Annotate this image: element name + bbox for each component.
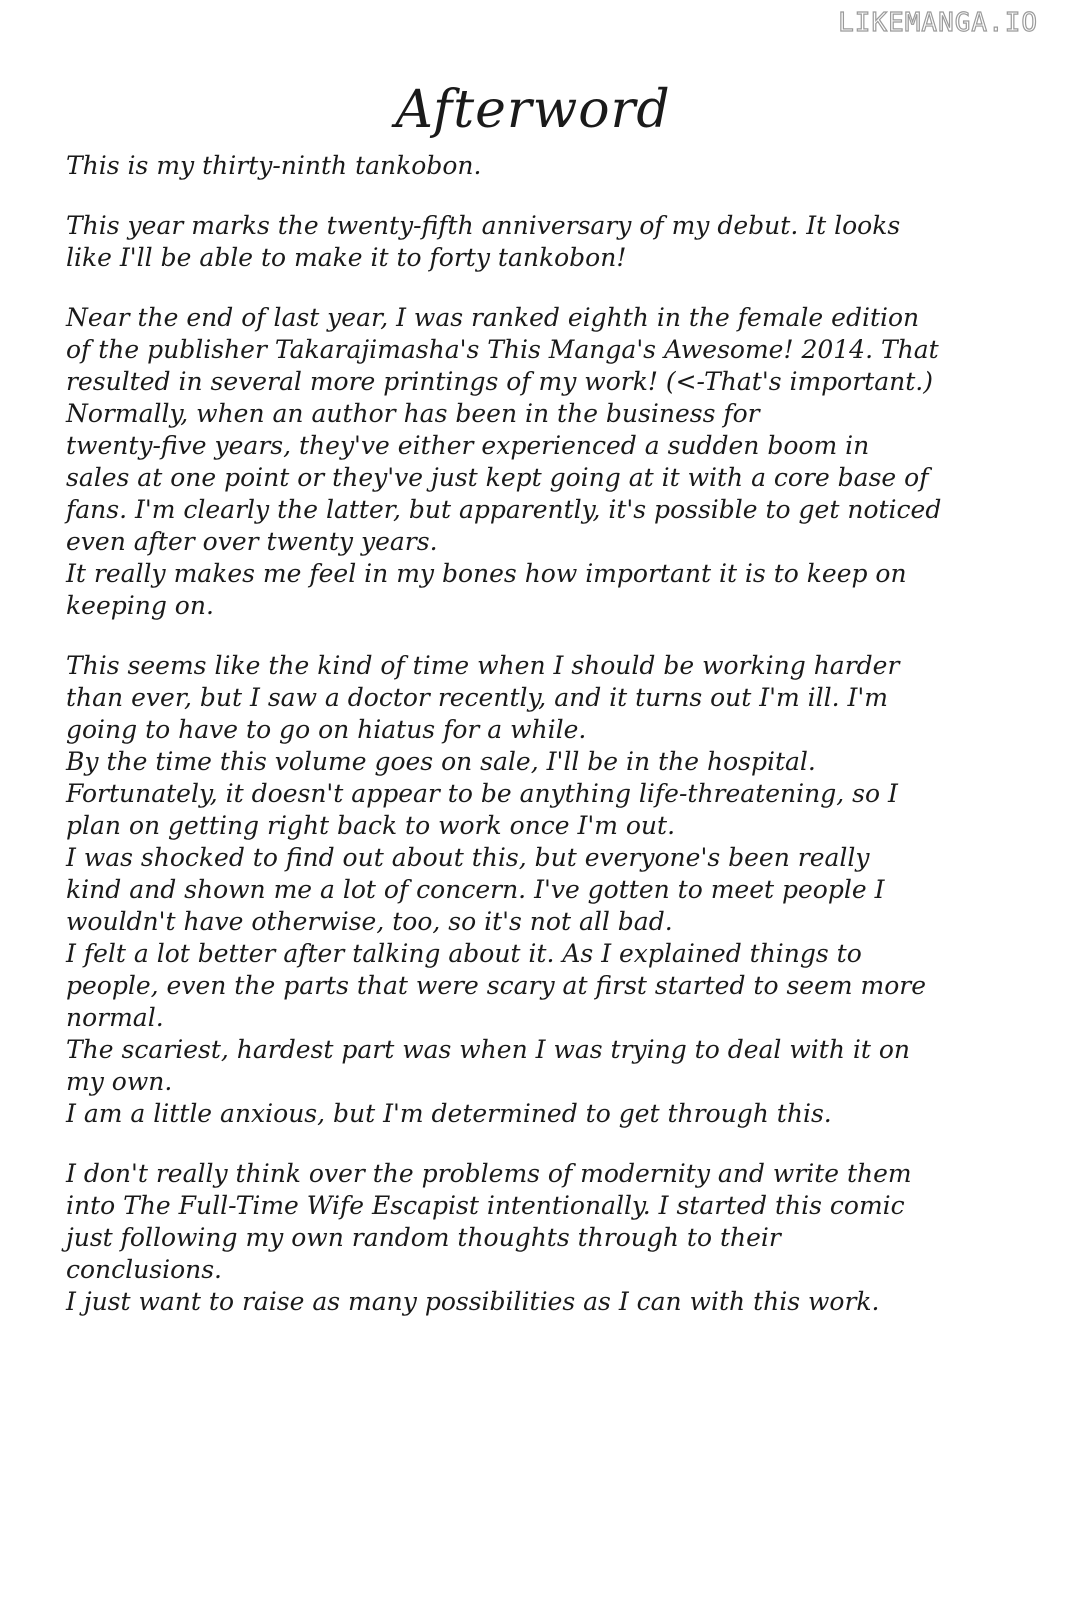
text-line: I was shocked to find out about this, but everyone's been really bbox=[66, 843, 870, 872]
paragraph-gap bbox=[66, 274, 986, 302]
paragraph-gap bbox=[66, 182, 986, 210]
watermark: LIKEMANGA.IO bbox=[838, 8, 1038, 38]
text-line: plan on getting right back to work once I'm out. bbox=[66, 811, 676, 840]
text-line: resulted in several more printings of my work! (<-That's important.) bbox=[66, 367, 933, 396]
text-line: people, even the parts that were scary at first started to seem more bbox=[66, 971, 927, 1000]
text-line: I am a little anxious, but I'm determined to get through this. bbox=[66, 1099, 832, 1128]
text-line: even after over twenty years. bbox=[66, 527, 438, 556]
text-line: I don't really think over the problems of modernity and write them bbox=[66, 1159, 912, 1188]
text-line: Normally, when an author has been in the business for bbox=[66, 399, 760, 428]
text-line: than ever, but I saw a doctor recently, and it turns out I'm ill. I'm bbox=[66, 683, 888, 712]
text-line: fans. I'm clearly the latter, but apparently, it's possible to get noticed bbox=[66, 495, 942, 524]
text-line: sales at one point or they've just kept going at it with a core base of bbox=[66, 463, 929, 492]
text-line: just following my own random thoughts through to their bbox=[66, 1223, 781, 1252]
text-line: wouldn't have otherwise, too, so it's not all bad. bbox=[66, 907, 673, 936]
text-line: keeping on. bbox=[66, 591, 214, 620]
text-line: By the time this volume goes on sale, I'll be in the hospital. bbox=[66, 747, 816, 776]
text-line: of the publisher Takarajimasha's This Manga's Awesome! 2014. That bbox=[66, 335, 939, 364]
text-line: Fortunately, it doesn't appear to be anything life-threatening, so I bbox=[66, 779, 898, 808]
text-line: I felt a lot better after talking about it. As I explained things to bbox=[66, 939, 862, 968]
paragraph-gap bbox=[66, 622, 986, 650]
text-line: The scariest, hardest part was when I was trying to deal with it on bbox=[66, 1035, 911, 1064]
page-title: Afterword bbox=[395, 80, 671, 140]
text-line: twenty-five years, they've either experienced a sudden boom in bbox=[66, 431, 870, 460]
afterword-text bbox=[66, 150, 986, 1318]
text-line: normal. bbox=[66, 1003, 164, 1032]
paragraph-gap bbox=[66, 1130, 986, 1158]
text-line: into The Full-Time Wife Escapist intentionally. I started this comic bbox=[66, 1191, 905, 1220]
text-line: going to have to go on hiatus for a while. bbox=[66, 715, 587, 744]
text-line: kind and shown me a lot of concern. I've gotten to meet people I bbox=[66, 875, 885, 904]
text-line: like I'll be able to make it to forty tankobon! bbox=[66, 243, 627, 272]
text-line: I just want to raise as many possibilities as I can with this work. bbox=[66, 1287, 880, 1316]
text-line: It really makes me feel in my bones how important it is to keep on bbox=[66, 559, 907, 588]
text-line: This seems like the kind of time when I should be working harder bbox=[66, 651, 900, 680]
text-line: Near the end of last year, I was ranked eighth in the female edition bbox=[66, 303, 920, 332]
text-line: conclusions. bbox=[66, 1255, 223, 1284]
text-line: This is my thirty-ninth tankobon. bbox=[66, 151, 482, 180]
text-line: my own. bbox=[66, 1067, 173, 1096]
text-line: This year marks the twenty-fifth anniversary of my debut. It looks bbox=[66, 211, 901, 240]
